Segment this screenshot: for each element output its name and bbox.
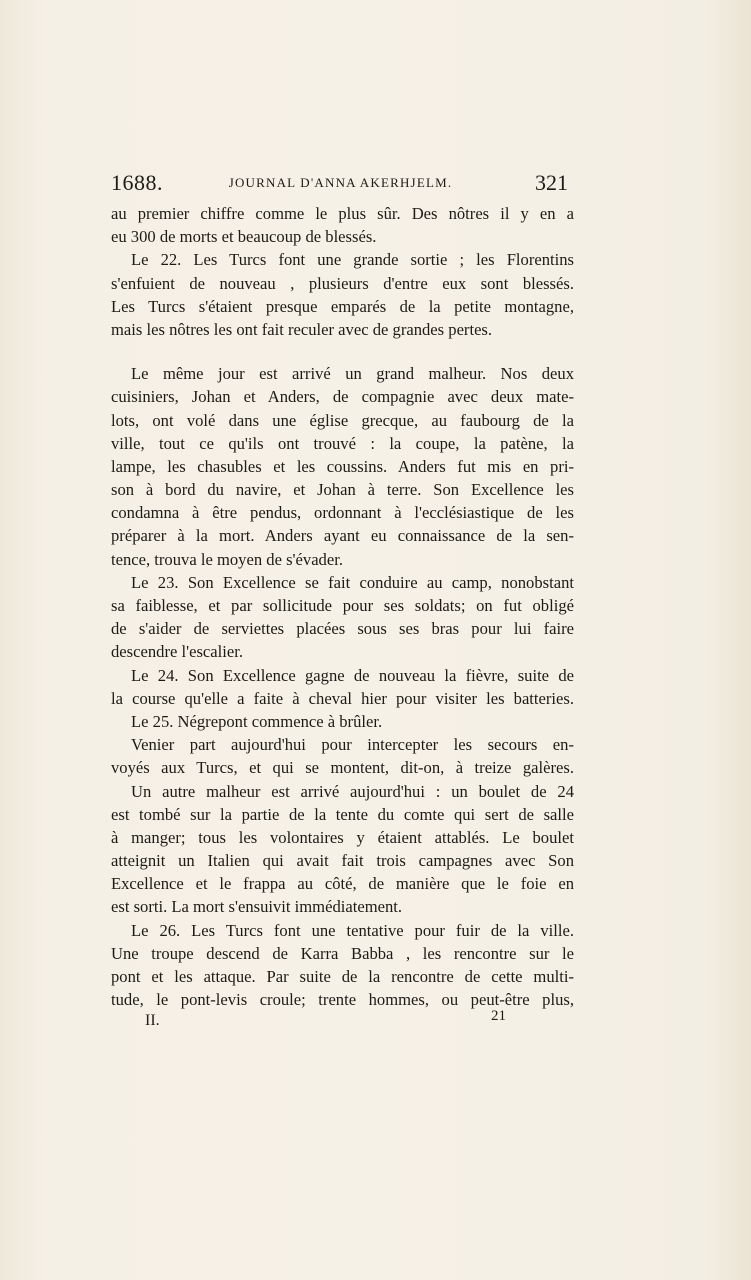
text-line: voyés aux Turcs, et qui se montent, dit-on, à treize galères.	[111, 758, 574, 778]
text-line: descendre l'escalier.	[111, 642, 243, 662]
running-title: JOURNAL D'ANNA AKERHJELM.	[228, 175, 453, 190]
text-line: son à bord du navire, et Johan à terre. Son Excellence les	[111, 480, 574, 500]
text-line: tence, trouva le moyen de s'évader.	[111, 549, 343, 569]
text-line: eu 300 de morts et beaucoup de blessés.	[111, 227, 377, 247]
signature-mark: 21	[491, 1008, 506, 1024]
text-line: Le 23. Son Excellence se fait conduire au camp, nonobstant	[131, 572, 574, 592]
text-line: Une troupe descend de Karra Babba , les rencontre sur le	[111, 943, 574, 963]
page-header	[111, 170, 570, 200]
text-line: lots, ont volé dans une église grecque, au faubourg de la	[111, 410, 574, 430]
text-line: Le même jour est arrivé un grand malheur. Nos deux	[131, 364, 574, 384]
text-line: de s'aider de serviettes placées sous ses bras pour lui faire	[111, 619, 574, 639]
text-line: la course qu'elle a faite à cheval hier pour visiter les batteries.	[111, 688, 574, 708]
text-line: Le 24. Son Excellence gagne de nouveau la fièvre, suite de	[131, 665, 574, 685]
header-year: 1688.	[111, 170, 163, 195]
text-line: est tombé sur la partie de la tente du comte qui sert de salle	[111, 804, 574, 824]
body-text	[111, 202, 574, 1011]
text-line: lampe, les chasubles et les coussins. Anders fut mis en pri-	[111, 456, 574, 476]
text-line: sa faiblesse, et par sollicitude pour ses soldats; on fut obligé	[111, 596, 574, 615]
text-line: est sorti. La mort s'ensuivit immédiatement.	[111, 897, 403, 917]
text-line: Excellence et le frappa au côté, de manière que le foie en	[111, 874, 574, 894]
text-line: Le 22. Les Turcs font une grande sortie ; les Florentins	[131, 250, 574, 270]
page-footer	[111, 1008, 574, 1038]
volume-number: II.	[145, 1012, 160, 1029]
text-line: cuisiniers, Johan et Anders, de compagnie avec deux mate-	[111, 387, 574, 407]
paragraph-gap	[111, 341, 574, 362]
text-line: pont et les attaque. Par suite de la rencontre de cette multi-	[111, 967, 574, 986]
text-line: préparer à la mort. Anders ayant eu connaissance de la sen-	[111, 526, 574, 546]
text-line: atteignit un Italien qui avait fait trois campagnes avec Son	[111, 851, 574, 871]
text-line: mais les nôtres les ont fait reculer avec de grandes pertes.	[111, 319, 493, 339]
text-line: condamna à être pendus, ordonnant à l'ecclésiastique de les	[111, 503, 574, 523]
page-number: 321	[535, 170, 568, 195]
text-line: au premier chiffre comme le plus sûr. Des nôtres il y en a	[111, 204, 574, 223]
text-line: Les Turcs s'étaient presque emparés de la petite montagne,	[111, 296, 574, 316]
text-line: Le 25. Négrepont commence à brûler.	[131, 711, 383, 731]
text-line: s'enfuient de nouveau , plusieurs d'entre eux sont blessés.	[111, 273, 574, 293]
text-line: ville, tout ce qu'ils ont trouvé : la coupe, la patène, la	[111, 433, 574, 453]
text-line: Venier part aujourd'hui pour intercepter les secours en-	[131, 735, 574, 755]
text-line: tude, le pont-levis croule; trente hommes, ou peut-être plus,	[111, 990, 574, 1010]
text-line: Le 26. Les Turcs font une tentative pour fuir de la ville.	[131, 920, 574, 940]
text-line: Un autre malheur est arrivé aujourd'hui : un boulet de 24	[131, 781, 574, 801]
text-line: à manger; tous les volontaires y étaient attablés. Le boulet	[111, 827, 574, 847]
